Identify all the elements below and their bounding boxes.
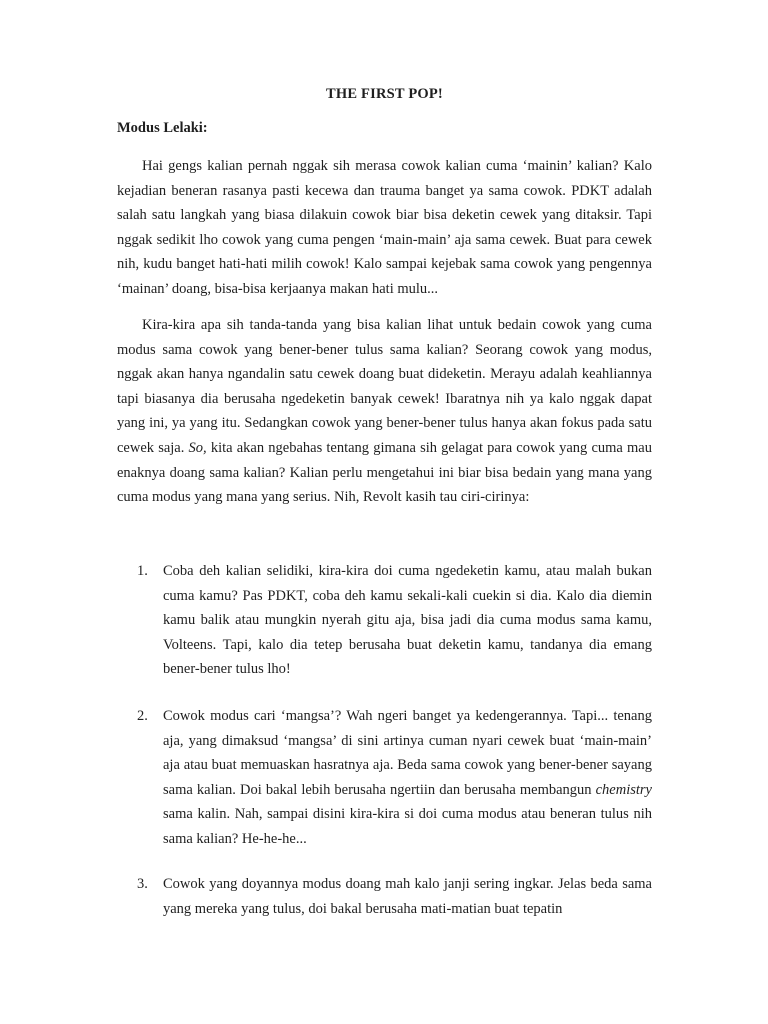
- list-item-text: [163, 704, 652, 852]
- paragraph-text: Kira-kira apa sih tanda-tanda yang bisa kalian lihat untuk bedain cowok yang cuma modus sama cowok yang bener-bener tulus sama kalian? Seorang cowok yang modus, nggak akan hanya ngandalin satu cewek doang buat dideketin. Merayu adalah keahliannya tapi biasanya dia berusaha ngedeketin banyak cewek! Ibaratnya nih ya kalo nggak dapat yang ini, ya yang itu. Sedangkan cowok yang bener-bener tulus hanya akan fokus pada satu cewek saja.: [117, 317, 652, 456]
- list-item-text-part: Cowok modus cari ‘mangsa’? Wah ngeri banget ya kedengerannya. Tapi... tenang aja, yang dimaksud ‘mangsa’ di sini artinya cuman nyari cewek buat ‘main-main’ aja atau buat memuaskan hasratnya aja. Beda sama cowok yang bener-bener sayang sama kalian. Doi bakal lebih berusaha ngertiin dan berusaha membangun: [163, 708, 652, 798]
- intro-paragraph: Hai gengs kalian pernah nggak sih merasa cowok kalian cuma ‘mainin’ kalian? Kalo kejadian beneran rasanya pasti kecewa dan trauma banget ya sama cowok. PDKT adalah salah satu langkah yang biasa dilakuin cowok biar bisa deketin cewek yang ditaksir. Tapi nggak sedikit lho cowok yang cuma pengen ‘main-main’ aja sama cewek. Buat para cewek nih, kudu banget hati-hati milih cowok! Kalo sampai kejebak sama cowok yang pengennya ‘mainan’ doang, bisa-bisa kerjaanya makan hati mulu...: [117, 158, 652, 297]
- list-item-text: Cowok yang doyannya modus doang mah kalo janji sering ingkar. Jelas beda sama yang mereka yang tulus, doi bakal berusaha mati-matian buat tepatin: [163, 876, 652, 917]
- list-number: 2.: [137, 708, 148, 724]
- paragraph-text: kita akan ngebahas tentang gimana sih gelagat para cowok yang cuma mau enaknya doang sama kalian? Kalian perlu mengetahui ini biar bisa bedain yang mana yang cuma modus yang mana yang serius. Nih, Revolt kasih tau ciri-cirinya:: [117, 439, 652, 506]
- italic-text: So,: [188, 439, 207, 456]
- body-paragraph: [117, 313, 652, 510]
- list-item-text-part: sama kalin. Nah, sampai disini kira-kira si doi cuma modus atau beneran tulus nih sama kalian? He-he-he...: [163, 806, 652, 847]
- list-number: 1.: [137, 563, 148, 579]
- section-heading: Modus Lelaki:: [117, 120, 208, 136]
- list-item-text: Coba deh kalian selidiki, kira-kira doi cuma ngedeketin kamu, atau malah bukan cuma kamu? Pas PDKT, coba deh kamu sekali-kali cuekin si dia. Kalo dia diemin kamu balik atau mungkin nyerah gitu aja, bisa jadi dia cuma modus sama kamu, Volteens. Tapi, kalo dia tetep berusaha buat deketin kamu, tandanya dia emang bener-bener tulus lho!: [163, 563, 652, 678]
- document-title: THE FIRST POP!: [326, 86, 443, 102]
- list-number: 3.: [137, 876, 148, 892]
- italic-text: chemistry: [595, 781, 652, 798]
